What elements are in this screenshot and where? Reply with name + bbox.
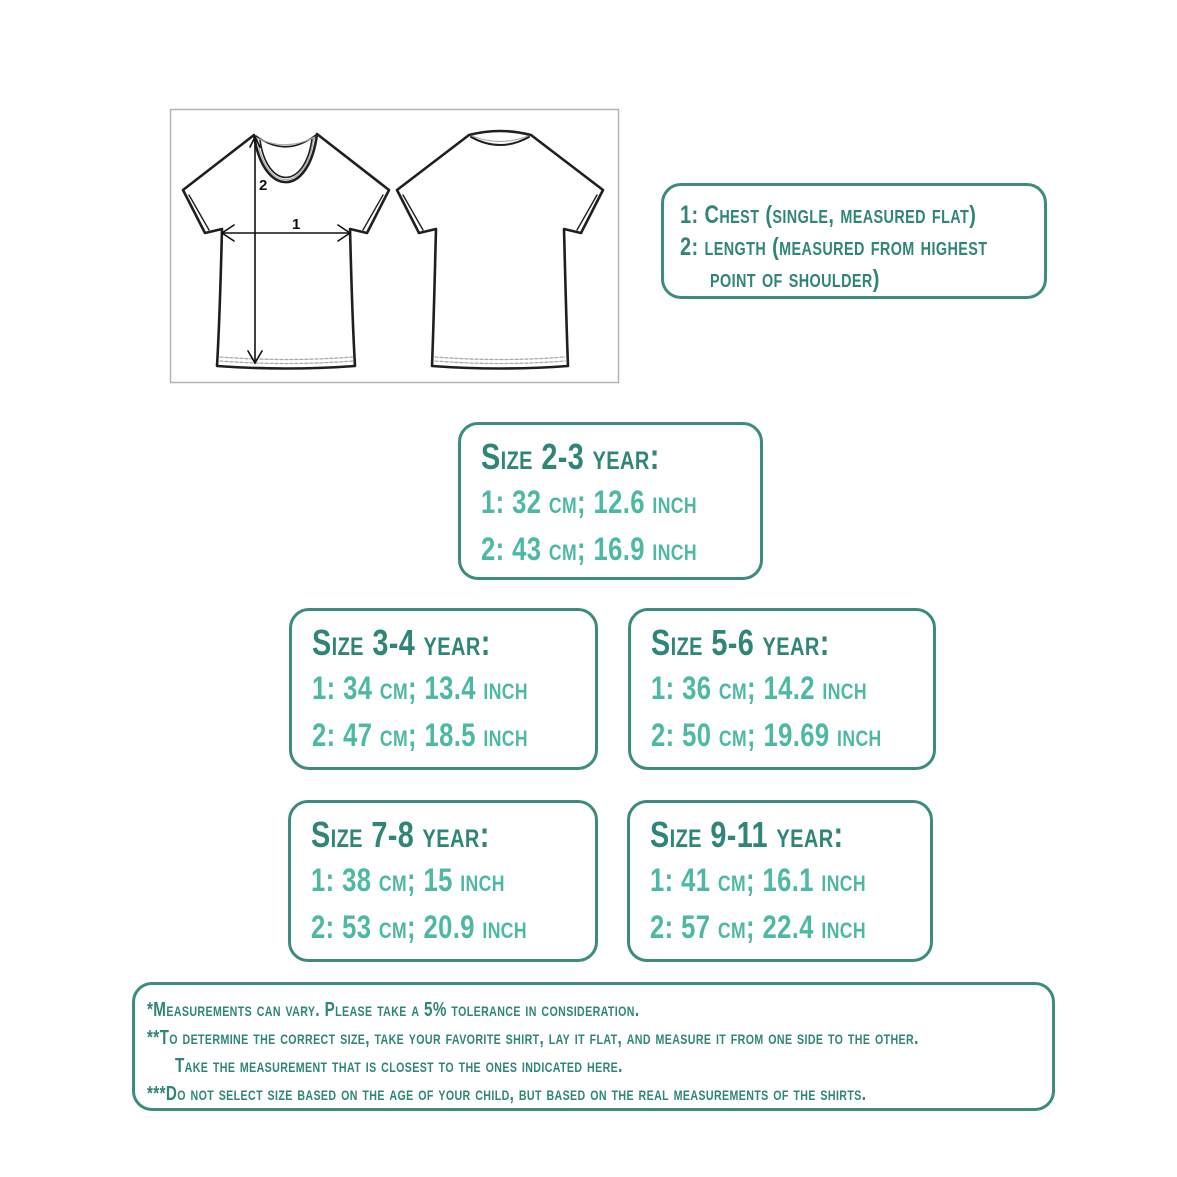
size-chest: 1: 41 cm; 16.1 inch — [650, 862, 867, 898]
legend-line-2: 2: length (measured from highest — [680, 233, 988, 261]
size-title: Size 7-8 year: — [311, 814, 490, 855]
size-chest: 1: 34 cm; 13.4 inch — [312, 670, 529, 706]
size-box-2-3-year — [458, 422, 763, 580]
size-title: Size 9-11 year: — [650, 814, 844, 855]
size-box-5-6-year — [628, 608, 936, 770]
tshirt-measurement-figure — [168, 100, 622, 385]
size-title: Size 2-3 year: — [481, 436, 660, 477]
legend-line-1: 1: Chest (single, measured flat) — [680, 201, 977, 229]
measurement-notes-box — [132, 982, 1055, 1111]
size-length: 2: 50 cm; 19.69 inch — [651, 717, 882, 753]
size-chest: 1: 32 cm; 12.6 inch — [481, 484, 698, 520]
size-chest: 1: 36 cm; 14.2 inch — [651, 670, 868, 706]
chest-measure-label: 1 — [292, 216, 301, 233]
size-title: Size 5-6 year: — [651, 622, 830, 663]
size-length: 2: 43 cm; 16.9 inch — [481, 531, 698, 567]
size-length: 2: 53 cm; 20.9 inch — [311, 909, 528, 945]
size-chest: 1: 38 cm; 15 inch — [311, 862, 505, 898]
note-line-2: **To determine the correct size, take your favorite shirt, lay it flat, and measure it from one side to the other. — [147, 1027, 919, 1049]
size-box-7-8-year — [288, 800, 598, 962]
tshirt-drawing — [168, 100, 622, 385]
size-title: Size 3-4 year: — [312, 622, 491, 663]
size-box-3-4-year — [289, 608, 598, 770]
measurement-legend-box — [661, 183, 1047, 299]
size-length: 2: 47 cm; 18.5 inch — [312, 717, 529, 753]
note-line-3: Take the measurement that is closest to the ones indicated here. — [175, 1055, 623, 1077]
note-line-4: ***Do not select size based on the age of your child, but based on the real measurements of the shirts. — [147, 1083, 867, 1105]
legend-line-3: point of shoulder) — [710, 265, 880, 293]
size-box-9-11-year — [627, 800, 933, 962]
length-measure-label: 2 — [259, 177, 268, 194]
size-length: 2: 57 cm; 22.4 inch — [650, 909, 867, 945]
note-line-1: *Measurements can vary. Please take a 5% tolerance in consideration. — [147, 999, 640, 1021]
